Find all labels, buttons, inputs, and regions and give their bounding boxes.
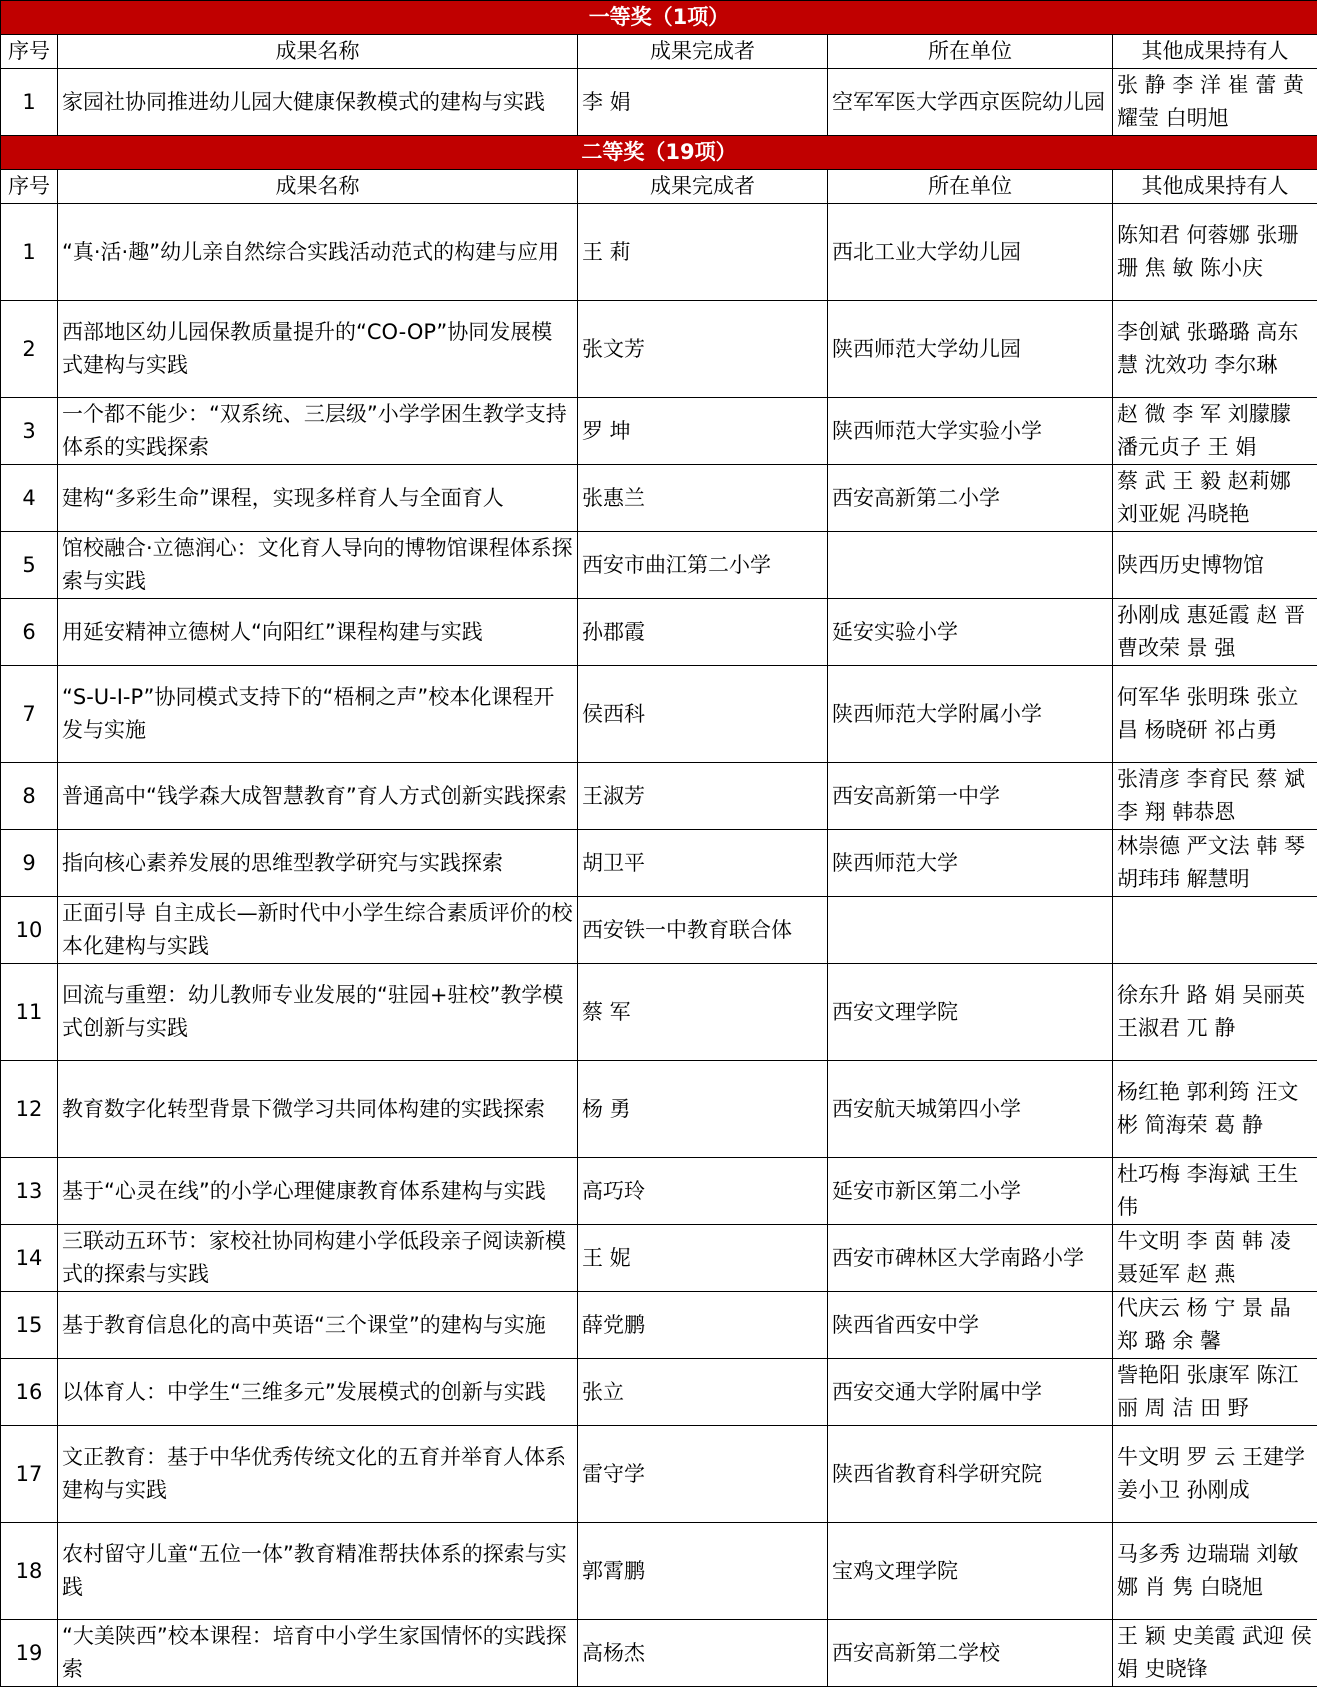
achievement-author-cell: 蔡 军 bbox=[578, 964, 828, 1061]
seq-number-cell: 19 bbox=[1, 1620, 58, 1687]
other-holders-cell: 牛文明 罗 云 王建学 姜小卫 孙刚成 bbox=[1113, 1426, 1317, 1523]
achievement-author-cell: 雷守学 bbox=[578, 1426, 828, 1523]
other-holders-cell: 林崇德 严文法 韩 琴 胡玮玮 解慧明 bbox=[1113, 830, 1317, 897]
achievement-author-cell: 王 莉 bbox=[578, 204, 828, 301]
section-banner bbox=[1, 136, 1317, 170]
achievement-name-cell: 一个都不能少：“双系统、三层级”小学学困生教学支持体系的实践探索 bbox=[58, 398, 578, 465]
section-title: 二等奖（19项） bbox=[1, 136, 1317, 170]
affiliated-unit-cell: 西安航天城第四小学 bbox=[828, 1061, 1113, 1158]
other-holders-cell: 张清彦 李育民 蔡 斌 李 翔 韩恭恩 bbox=[1113, 763, 1317, 830]
affiliated-unit-cell: 西安高新第二学校 bbox=[828, 1620, 1113, 1687]
seq-number-cell: 7 bbox=[1, 666, 58, 763]
achievement-author-cell: 张惠兰 bbox=[578, 465, 828, 532]
table-row bbox=[1, 1620, 1317, 1687]
achievement-author-cell: 西安市曲江第二小学 bbox=[578, 532, 828, 599]
other-holders-cell: 杨红艳 郭利筠 汪文彬 简海荣 葛 静 bbox=[1113, 1061, 1317, 1158]
affiliated-unit-cell: 西安高新第二小学 bbox=[828, 465, 1113, 532]
seq-number-cell: 18 bbox=[1, 1523, 58, 1620]
table-row bbox=[1, 1359, 1317, 1426]
achievement-name-cell: “大美陕西”校本课程：培育中小学生家国情怀的实践探索 bbox=[58, 1620, 578, 1687]
achievement-author-cell: 张文芳 bbox=[578, 301, 828, 398]
other-holders-cell: 訾艳阳 张康军 陈江丽 周 洁 田 野 bbox=[1113, 1359, 1317, 1426]
table-row bbox=[1, 1426, 1317, 1523]
table-row bbox=[1, 465, 1317, 532]
other-holders-cell: 何军华 张明珠 张立昌 杨晓研 祁占勇 bbox=[1113, 666, 1317, 763]
affiliated-unit-cell: 陕西省教育科学研究院 bbox=[828, 1426, 1113, 1523]
affiliated-unit-cell: 陕西师范大学附属小学 bbox=[828, 666, 1113, 763]
affiliated-unit-cell bbox=[828, 532, 1113, 599]
achievement-name-cell: 用延安精神立德树人“向阳红”课程构建与实践 bbox=[58, 599, 578, 666]
column-header-other-holders: 其他成果持有人 bbox=[1113, 170, 1317, 204]
achievement-name-cell: 基于“心灵在线”的小学心理健康教育体系建构与实践 bbox=[58, 1158, 578, 1225]
achievement-author-cell: 高杨杰 bbox=[578, 1620, 828, 1687]
other-holders-cell: 李创斌 张璐璐 高东慧 沈效功 李尔琳 bbox=[1113, 301, 1317, 398]
achievement-name-cell: 农村留守儿童“五位一体”教育精准帮扶体系的探索与实践 bbox=[58, 1523, 578, 1620]
achievement-name-cell: 指向核心素养发展的思维型教学研究与实践探索 bbox=[58, 830, 578, 897]
affiliated-unit-cell bbox=[828, 897, 1113, 964]
seq-number-cell: 14 bbox=[1, 1225, 58, 1292]
achievement-author-cell: 杨 勇 bbox=[578, 1061, 828, 1158]
achievement-author-cell: 郭霄鹏 bbox=[578, 1523, 828, 1620]
affiliated-unit-cell: 陕西师范大学幼儿园 bbox=[828, 301, 1113, 398]
affiliated-unit-cell: 西安交通大学附属中学 bbox=[828, 1359, 1113, 1426]
column-header-other-holders: 其他成果持有人 bbox=[1113, 35, 1317, 69]
seq-number-cell: 3 bbox=[1, 398, 58, 465]
seq-number-cell: 17 bbox=[1, 1426, 58, 1523]
achievement-name-cell: 三联动五环节：家校社协同构建小学低段亲子阅读新模式的探索与实践 bbox=[58, 1225, 578, 1292]
achievement-name-cell: 以体育人：中学生“三维多元”发展模式的创新与实践 bbox=[58, 1359, 578, 1426]
affiliated-unit-cell: 延安实验小学 bbox=[828, 599, 1113, 666]
achievement-name-cell: 正面引导 自主成长—新时代中小学生综合素质评价的校本化建构与实践 bbox=[58, 897, 578, 964]
table-row bbox=[1, 666, 1317, 763]
table-row bbox=[1, 763, 1317, 830]
other-holders-cell: 牛文明 李 茵 韩 凌 聂延军 赵 燕 bbox=[1113, 1225, 1317, 1292]
seq-number-cell: 15 bbox=[1, 1292, 58, 1359]
achievement-name-cell: 文正教育：基于中华优秀传统文化的五育并举育人体系建构与实践 bbox=[58, 1426, 578, 1523]
section-title: 一等奖（1项） bbox=[1, 1, 1317, 35]
other-holders-cell: 陕西历史博物馆 bbox=[1113, 532, 1317, 599]
achievement-author-cell: 侯西科 bbox=[578, 666, 828, 763]
achievement-author-cell: 张立 bbox=[578, 1359, 828, 1426]
seq-number-cell: 12 bbox=[1, 1061, 58, 1158]
table-row bbox=[1, 1523, 1317, 1620]
table-row bbox=[1, 398, 1317, 465]
seq-number-cell: 8 bbox=[1, 763, 58, 830]
seq-number-cell: 10 bbox=[1, 897, 58, 964]
achievement-author-cell: 孙郡霞 bbox=[578, 599, 828, 666]
seq-number-cell: 4 bbox=[1, 465, 58, 532]
table-row bbox=[1, 897, 1317, 964]
table-row bbox=[1, 532, 1317, 599]
section-banner bbox=[1, 1, 1317, 35]
table-row bbox=[1, 1225, 1317, 1292]
seq-number-cell: 5 bbox=[1, 532, 58, 599]
affiliated-unit-cell: 陕西省西安中学 bbox=[828, 1292, 1113, 1359]
achievement-name-cell: 建构“多彩生命”课程，实现多样育人与全面育人 bbox=[58, 465, 578, 532]
table-row bbox=[1, 1158, 1317, 1225]
table-row bbox=[1, 599, 1317, 666]
table-row bbox=[1, 1061, 1317, 1158]
achievement-author-cell: 罗 坤 bbox=[578, 398, 828, 465]
achievement-name-cell: 基于教育信息化的高中英语“三个课堂”的建构与实施 bbox=[58, 1292, 578, 1359]
achievement-author-cell: 李 娟 bbox=[578, 69, 828, 136]
affiliated-unit-cell: 西北工业大学幼儿园 bbox=[828, 204, 1113, 301]
seq-number-cell: 2 bbox=[1, 301, 58, 398]
column-header-seq-number: 序号 bbox=[1, 35, 58, 69]
affiliated-unit-cell: 西安高新第一中学 bbox=[828, 763, 1113, 830]
table-row bbox=[1, 964, 1317, 1061]
other-holders-cell: 赵 微 李 军 刘朦朦 潘元贞子 王 娟 bbox=[1113, 398, 1317, 465]
achievement-name-cell: 家园社协同推进幼儿园大健康保教模式的建构与实践 bbox=[58, 69, 578, 136]
achievement-name-cell: 回流与重塑：幼儿教师专业发展的“驻园+驻校”教学模式创新与实践 bbox=[58, 964, 578, 1061]
column-header-achievement-name: 成果名称 bbox=[58, 35, 578, 69]
achievement-name-cell: 馆校融合·立德润心：文化育人导向的博物馆课程体系探索与实践 bbox=[58, 532, 578, 599]
column-header-achievement-author: 成果完成者 bbox=[578, 170, 828, 204]
column-header-achievement-name: 成果名称 bbox=[58, 170, 578, 204]
achievement-author-cell: 西安铁一中教育联合体 bbox=[578, 897, 828, 964]
achievement-author-cell: 胡卫平 bbox=[578, 830, 828, 897]
table-row bbox=[1, 301, 1317, 398]
achievement-name-cell: “S-U-I-P”协同模式支持下的“梧桐之声”校本化课程开发与实施 bbox=[58, 666, 578, 763]
seq-number-cell: 9 bbox=[1, 830, 58, 897]
column-header-seq-number: 序号 bbox=[1, 170, 58, 204]
achievement-author-cell: 王淑芳 bbox=[578, 763, 828, 830]
affiliated-unit-cell: 西安文理学院 bbox=[828, 964, 1113, 1061]
other-holders-cell: 张 静 李 洋 崔 蕾 黄耀莹 白明旭 bbox=[1113, 69, 1317, 136]
table-row bbox=[1, 1292, 1317, 1359]
seq-number-cell: 1 bbox=[1, 69, 58, 136]
other-holders-cell bbox=[1113, 897, 1317, 964]
other-holders-cell: 蔡 武 王 毅 赵莉娜 刘亚妮 冯晓艳 bbox=[1113, 465, 1317, 532]
affiliated-unit-cell: 延安市新区第二小学 bbox=[828, 1158, 1113, 1225]
seq-number-cell: 6 bbox=[1, 599, 58, 666]
table-row bbox=[1, 69, 1317, 136]
other-holders-cell: 杜巧梅 李海斌 王生伟 bbox=[1113, 1158, 1317, 1225]
column-header-achievement-author: 成果完成者 bbox=[578, 35, 828, 69]
affiliated-unit-cell: 陕西师范大学 bbox=[828, 830, 1113, 897]
achievement-author-cell: 薛党鹏 bbox=[578, 1292, 828, 1359]
other-holders-cell: 马多秀 边瑞瑞 刘敏娜 肖 隽 白晓旭 bbox=[1113, 1523, 1317, 1620]
seq-number-cell: 13 bbox=[1, 1158, 58, 1225]
seq-number-cell: 16 bbox=[1, 1359, 58, 1426]
achievement-name-cell: 西部地区幼儿园保教质量提升的“CO-OP”协同发展模式建构与实践 bbox=[58, 301, 578, 398]
table-header-row bbox=[1, 170, 1317, 204]
affiliated-unit-cell: 西安市碑林区大学南路小学 bbox=[828, 1225, 1113, 1292]
achievement-author-cell: 王 妮 bbox=[578, 1225, 828, 1292]
table-header-row bbox=[1, 35, 1317, 69]
achievement-name-cell: 普通高中“钱学森大成智慧教育”育人方式创新实践探索 bbox=[58, 763, 578, 830]
other-holders-cell: 孙刚成 惠延霞 赵 晋 曹改荣 景 强 bbox=[1113, 599, 1317, 666]
achievement-author-cell: 高巧玲 bbox=[578, 1158, 828, 1225]
other-holders-cell: 徐东升 路 娟 吴丽英 王淑君 兀 静 bbox=[1113, 964, 1317, 1061]
affiliated-unit-cell: 宝鸡文理学院 bbox=[828, 1523, 1113, 1620]
table-row bbox=[1, 830, 1317, 897]
achievement-name-cell: 教育数字化转型背景下微学习共同体构建的实践探索 bbox=[58, 1061, 578, 1158]
seq-number-cell: 11 bbox=[1, 964, 58, 1061]
affiliated-unit-cell: 陕西师范大学实验小学 bbox=[828, 398, 1113, 465]
other-holders-cell: 代庆云 杨 宁 景 晶 郑 璐 余 馨 bbox=[1113, 1292, 1317, 1359]
column-header-affiliated-unit: 所在单位 bbox=[828, 170, 1113, 204]
table-row bbox=[1, 204, 1317, 301]
affiliated-unit-cell: 空军军医大学西京医院幼儿园 bbox=[828, 69, 1113, 136]
achievement-name-cell: “真·活·趣”幼儿亲自然综合实践活动范式的构建与应用 bbox=[58, 204, 578, 301]
other-holders-cell: 陈知君 何蓉娜 张珊珊 焦 敏 陈小庆 bbox=[1113, 204, 1317, 301]
column-header-affiliated-unit: 所在单位 bbox=[828, 35, 1113, 69]
seq-number-cell: 1 bbox=[1, 204, 58, 301]
other-holders-cell: 王 颖 史美霞 武迎 侯 娟 史晓锋 bbox=[1113, 1620, 1317, 1687]
